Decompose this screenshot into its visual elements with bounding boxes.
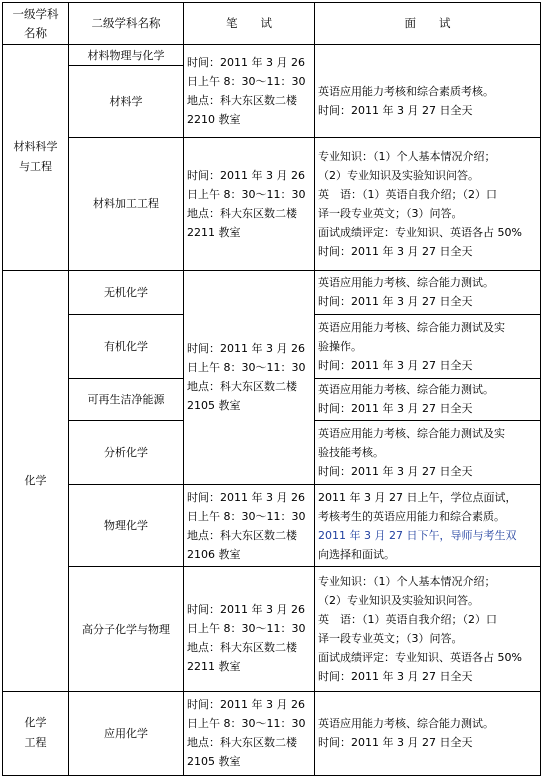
table-row [3,138,541,270]
interview-line: 面试成绩评定：专业知识、英语各占 50% [318,225,522,239]
subject-renewable: 可再生洁净能源 [69,378,184,420]
written-line: 时间：2011 年 3 月 26 [187,56,305,70]
group-materials-line2: 与工程 [19,160,52,174]
table-row [3,270,541,314]
table-header-row [3,3,541,45]
interview-line: 面试成绩评定：专业知识、英语各占 50% [318,651,522,665]
header-first-level [3,3,69,45]
written-line: 时间：2011 年 3 月 26 [187,490,305,504]
interview-line: 时间：2011 年 3 月 27 日全天 [318,244,473,258]
interview-renewable [315,378,541,420]
written-line: 日上午 8：30～11：30 [187,187,306,201]
group-materials-line1: 材料科学 [13,140,58,154]
interview-line: 时间：2011 年 3 月 27 日全天 [318,358,473,372]
written-chemistry-shared [184,270,315,485]
written-line: 时间：2011 年 3 月 26 [187,342,305,356]
written-line: 2105 教室 [187,399,241,413]
written-materials [184,45,315,138]
written-polymer [184,567,315,691]
subject-analytical: 分析化学 [69,421,184,485]
subject-polymer: 高分子化学与物理 [69,567,184,691]
interview-line: 英 语：（1）英语自我介绍；（2）口 [318,187,497,201]
written-line: 地点：科大东区数二楼 [187,528,297,542]
written-line: 日上午 8：30～11：30 [187,361,306,375]
interview-line: 考核考生的英语应用能力和综合素质。 [318,509,505,523]
subject-materials-science: 材料学 [69,66,184,138]
written-line: 地点：科大东区数二楼 [187,641,297,655]
interview-line: 2011 年 3 月 27 日下午，导师与考生双 [318,528,517,542]
interview-line: 专业知识：（1）个人基本情况介绍； [318,149,496,163]
interview-line: 专业知识：（1）个人基本情况介绍； [318,575,496,589]
written-line: 地点：科大东区数二楼 [187,736,297,750]
interview-physical [315,485,541,567]
group-chem-eng [3,691,69,775]
written-line: 日上午 8：30～11：30 [187,622,306,636]
interview-line: 译一段专业英文；（3）问答。 [318,206,463,220]
subject-inorganic: 无机化学 [69,270,184,314]
header-first-level-line1: 一级学科 [12,6,59,21]
interview-line: 2011 年 3 月 27 日上午，学位点面试， [318,490,517,504]
written-line: 2105 教室 [187,755,241,769]
interview-line: 时间：2011 年 3 月 27 日全天 [318,295,473,309]
interview-line: 向选择和面试。 [318,547,395,561]
interview-line: 验技能考核。 [318,446,384,460]
table-row [3,485,541,567]
written-line: 时间：2011 年 3 月 26 [187,168,305,182]
header-written: 笔 试 [184,3,315,45]
header-interview: 面 试 [315,3,541,45]
subject-organic: 有机化学 [69,314,184,378]
group-chemistry: 化学 [3,270,69,691]
group-materials [3,45,69,271]
interview-line: 英语应用能力考核、综合能力测试及实 [318,427,505,441]
exam-schedule-table [2,2,541,776]
written-line: 日上午 8：30～11：30 [187,717,306,731]
written-line: 日上午 8：30～11：30 [187,509,306,523]
interview-line: 英语应用能力考核、综合能力测试。 [318,383,494,397]
interview-line: 时间：2011 年 3 月 27 日全天 [318,465,473,479]
interview-line: 验操作。 [318,339,362,353]
interview-line: 时间：2011 年 3 月 27 日全天 [318,736,473,750]
written-line: 日上午 8：30～11：30 [187,75,306,89]
interview-line: 英语应用能力考核、综合能力测试。 [318,717,494,731]
interview-inorganic [315,270,541,314]
written-line: 时间：2011 年 3 月 26 [187,698,305,712]
group-chem-eng-line1: 化学 [24,716,47,730]
written-physical [184,485,315,567]
interview-line: （2）专业知识及实验知识问答。 [318,168,479,182]
written-line: 地点：科大东区数二楼 [187,94,297,108]
interview-polymer [315,567,541,691]
written-line: 时间：2011 年 3 月 26 [187,603,305,617]
interview-line: 时间：2011 年 3 月 27 日全天 [318,670,473,684]
interview-line: 英语应用能力考核和综合素质考核。 [318,85,494,99]
interview-organic [315,314,541,378]
interview-line: 译一段专业英文；（3）问答。 [318,632,463,646]
subject-materials-processing: 材料加工工程 [69,138,184,270]
written-line: 2210 教室 [187,113,241,127]
written-applied [184,691,315,775]
interview-analytical [315,421,541,485]
table-row [3,567,541,691]
interview-line: 英 语：（1）英语自我介绍；（2）口 [318,613,497,627]
interview-line: 英语应用能力考核、综合能力测试及实 [318,320,505,334]
subject-mat-phys-chem: 材料物理与化学 [69,45,184,66]
interview-materials [315,45,541,138]
subject-applied: 应用化学 [69,691,184,775]
written-line: 2211 教室 [187,225,241,239]
table-row [3,45,541,66]
table-row [3,691,541,775]
written-line: 地点：科大东区数二楼 [187,380,297,394]
group-chem-eng-line2: 工程 [24,736,47,750]
written-line: 地点：科大东区数二楼 [187,206,297,220]
interview-line: （2）专业知识及实验知识问答。 [318,594,479,608]
written-line: 2211 教室 [187,660,241,674]
interview-line: 英语应用能力考核、综合能力测试。 [318,276,494,290]
interview-line: 时间：2011 年 3 月 27 日全天 [318,104,473,118]
interview-line: 时间：2011 年 3 月 27 日全天 [318,402,473,416]
interview-applied [315,691,541,775]
written-line: 2106 教室 [187,547,241,561]
written-materials-processing [184,138,315,270]
header-second-level: 二级学科名称 [69,3,184,45]
interview-materials-processing [315,138,541,270]
subject-physical: 物理化学 [69,485,184,567]
header-first-level-line2: 名称 [24,25,47,40]
